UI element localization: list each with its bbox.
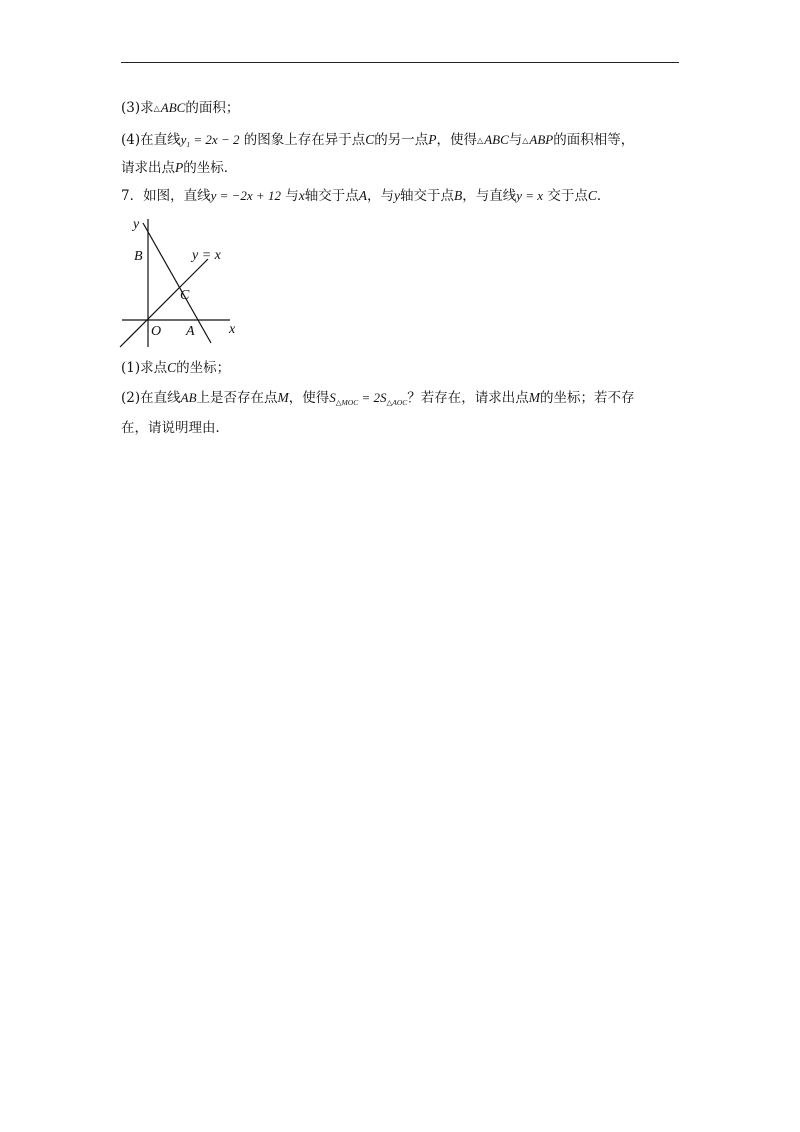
point-p-label: P — [428, 132, 437, 147]
q6-part4-line2 — [121, 158, 237, 178]
q7-text3: ，与 — [367, 188, 394, 204]
area-mo-c-sub: △MOC — [335, 398, 359, 407]
equation-y1: = 2x − 2 — [190, 132, 240, 147]
point-c-label: C — [180, 288, 190, 303]
var-y: y — [394, 188, 400, 203]
origin-label: O — [151, 324, 162, 339]
q6-part4-end: 的面积相等， — [553, 132, 635, 148]
q6-part4-line1 — [121, 130, 634, 155]
equation-y-eq-x: y = x — [516, 188, 544, 203]
q7-part2-text4: 的坐标；若不存 — [540, 390, 635, 406]
eq-y: y — [180, 132, 187, 147]
q7-part2-prefix: (2)在直线 — [121, 390, 181, 406]
q6-part3-suffix: 的面积； — [185, 100, 240, 116]
point-p-label: P — [175, 160, 184, 175]
q7-text5: ，与直线 — [462, 188, 517, 204]
point-c-label: C — [365, 132, 375, 147]
coordinate-figure — [118, 213, 248, 357]
line-y-eq-x — [120, 259, 208, 347]
triangle-abp: ABP — [529, 132, 554, 147]
triangle-symbol: △ — [153, 104, 160, 113]
q6-part4-prefix: (4)在直线 — [121, 132, 181, 148]
area-s: S — [379, 390, 387, 405]
q7-part1 — [121, 358, 230, 378]
triangle-abc: ABC — [160, 100, 186, 115]
point-m-label: M — [277, 390, 289, 405]
segment-ab: AB — [180, 390, 197, 405]
point-b-label: B — [134, 249, 143, 264]
q6-part4-text1: 的图象上存在异于点 — [243, 132, 366, 148]
q7-part2-text3: ？若存在，请求出点 — [407, 390, 529, 406]
q6-part4-text3: ，使得 — [436, 132, 478, 148]
q7-part2-line1 — [121, 388, 635, 413]
q7-text1: 与 — [285, 188, 299, 204]
q7-stem — [121, 186, 610, 206]
line-y-eq-x-label: y = x — [192, 248, 221, 263]
q7-text6: 交于点 — [547, 188, 588, 204]
q7-part2-line2-text: 在，请说明理由． — [121, 420, 229, 436]
q7-part2-text2: ，使得 — [288, 390, 330, 406]
q6-part3-prefix: (3)求 — [121, 100, 154, 116]
point-c-label: C — [587, 188, 597, 203]
eq-y-sub: 1 — [186, 140, 191, 149]
q7-part1-prefix: (1)求点 — [121, 360, 168, 376]
triangle-abc: ABC — [484, 132, 509, 147]
header-rule — [121, 62, 679, 63]
q7-part2-line2 — [121, 418, 229, 438]
q6-part4-line2-prefix: 请求出点 — [121, 160, 175, 176]
x-axis-label: x — [229, 322, 236, 337]
point-c-label: C — [167, 360, 177, 375]
figure-svg — [118, 213, 248, 353]
equation-line-ab: y = −2x + 12 — [210, 188, 281, 203]
q7-text2: 轴交于点 — [304, 188, 359, 204]
area-aoc-sub: △AOC — [386, 398, 408, 407]
q7-text4: 轴交于点 — [400, 188, 454, 204]
q6-part4-text2: 的另一点 — [374, 132, 429, 148]
area-s: S — [329, 390, 336, 405]
point-m-label: M — [528, 390, 541, 405]
q7-text7: ． — [596, 188, 611, 204]
q7-lead: 7．如图，直线 — [121, 188, 211, 204]
triangle-symbol: △ — [522, 136, 529, 145]
q6-part4-line2-end: 的坐标． — [183, 160, 238, 176]
q6-part4-and: 与 — [508, 132, 523, 148]
point-a-label: A — [358, 188, 367, 203]
point-b-label: B — [454, 188, 463, 203]
q7-part2-text1: 上是否存在点 — [196, 390, 278, 406]
var-x: x — [298, 188, 305, 203]
triangle-symbol: △ — [477, 136, 484, 145]
area-equation: = 2 — [358, 390, 380, 405]
q6-part3 — [121, 98, 239, 119]
q7-part1-suffix: 的坐标； — [176, 360, 231, 376]
point-a-label: A — [186, 324, 195, 339]
y-axis-label: y — [133, 217, 140, 232]
